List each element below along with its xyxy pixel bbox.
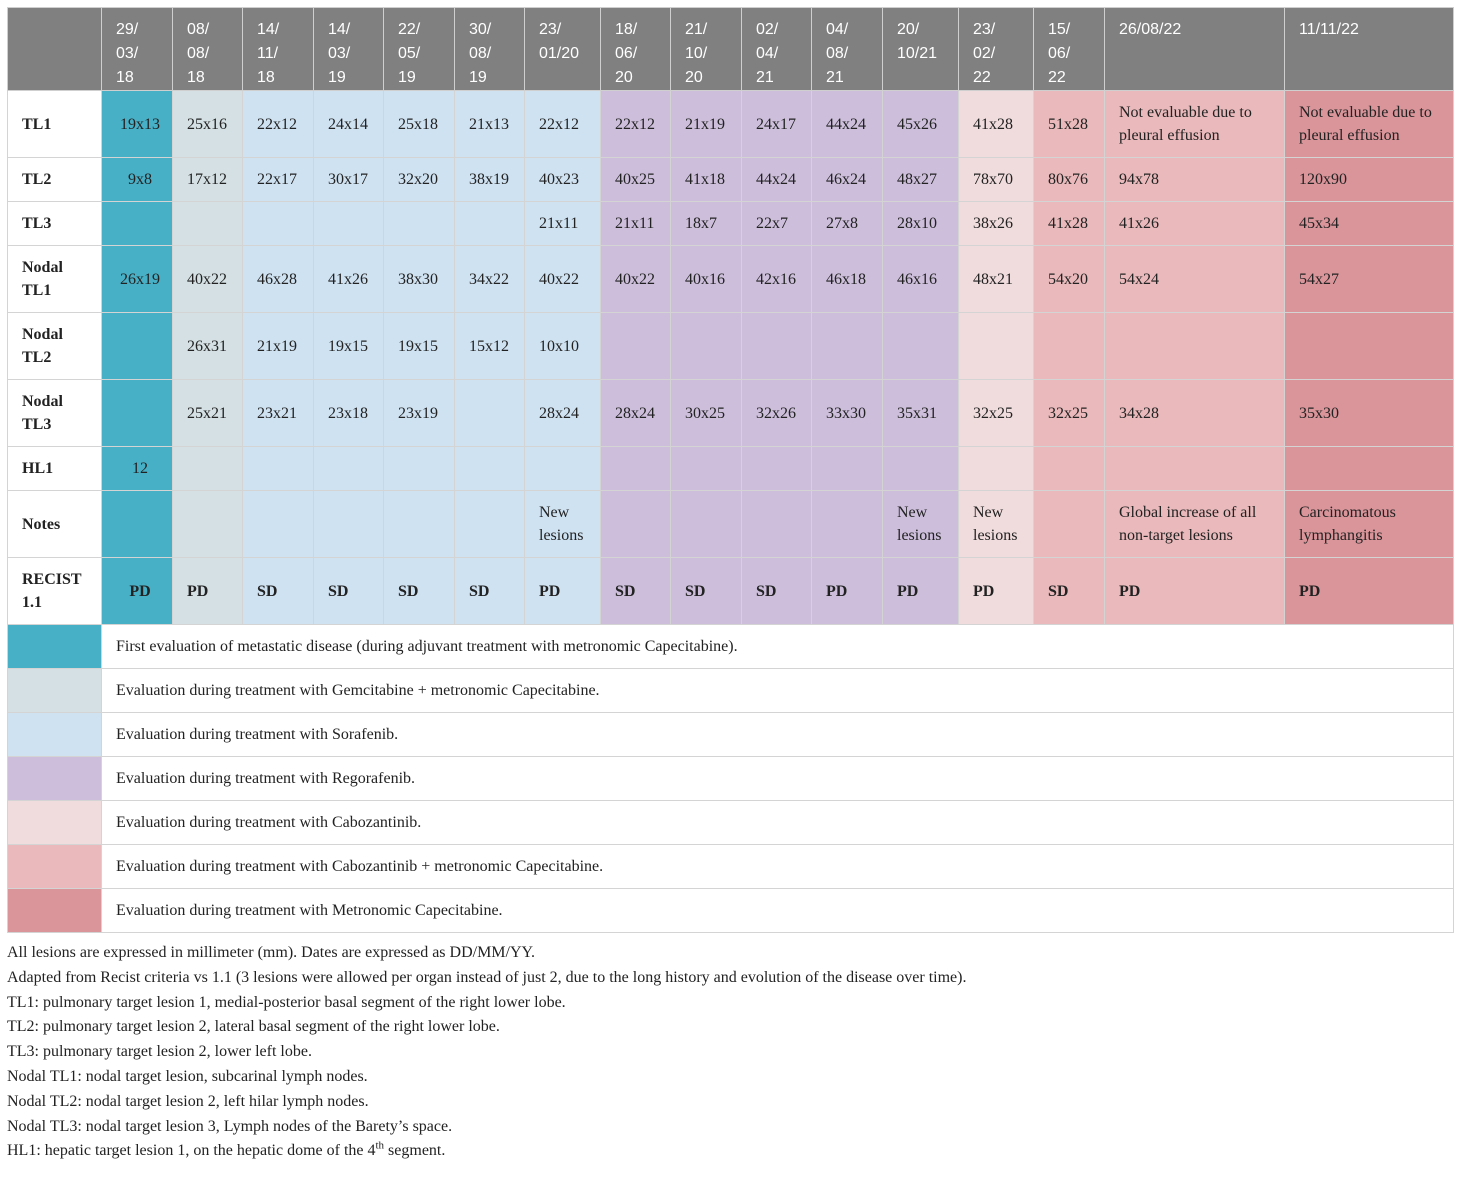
table-cell [1285, 447, 1454, 491]
table-cell [173, 447, 243, 491]
table-cell [601, 313, 671, 380]
table-cell: 35x31 [883, 380, 959, 447]
table-cell [173, 491, 243, 558]
table-cell [384, 491, 455, 558]
table-container [7, 7, 1453, 1164]
table-cell: 40x25 [601, 158, 671, 202]
table-cell: 25x21 [173, 380, 243, 447]
row-label: TL1 [8, 91, 102, 158]
legend-swatch [8, 845, 102, 889]
table-cell: PD [102, 558, 173, 625]
table-cell: PD [1105, 558, 1285, 625]
table-cell: 10x10 [525, 313, 601, 380]
row-label: Nodal TL2 [8, 313, 102, 380]
table-cell: PD [812, 558, 883, 625]
table-cell: 46x24 [812, 158, 883, 202]
table-cell: 23x18 [314, 380, 384, 447]
table-cell [1285, 313, 1454, 380]
table-cell: SD [601, 558, 671, 625]
table-row [8, 313, 1454, 380]
table-cell: 42x16 [742, 246, 812, 313]
header-row [8, 8, 1454, 91]
table-cell: 51x28 [1034, 91, 1105, 158]
table-cell: 30x17 [314, 158, 384, 202]
table-cell: 45x26 [883, 91, 959, 158]
table-cell: 22x7 [742, 202, 812, 246]
legend-row [8, 713, 1454, 757]
table-cell: 34x22 [455, 246, 525, 313]
table-cell [812, 491, 883, 558]
table-cell [455, 491, 525, 558]
column-header: 22/ 05/ 19 [384, 8, 455, 91]
table-cell [671, 447, 742, 491]
table-cell: 22x12 [601, 91, 671, 158]
table-cell: 48x21 [959, 246, 1034, 313]
table-cell [601, 491, 671, 558]
table-cell: 18x7 [671, 202, 742, 246]
table-cell: SD [742, 558, 812, 625]
table-cell: 26x31 [173, 313, 243, 380]
legend-swatch [8, 625, 102, 669]
table-cell: 54x20 [1034, 246, 1105, 313]
table-cell: 41x26 [1105, 202, 1285, 246]
table-cell: 41x28 [959, 91, 1034, 158]
footnotes [7, 941, 1453, 1164]
footnote: TL2: pulmonary target lesion 2, lateral basal segment of the right lower lobe. [7, 1018, 500, 1036]
table-cell [883, 313, 959, 380]
table-cell: 120x90 [1285, 158, 1454, 202]
table-cell: 19x15 [314, 313, 384, 380]
table-cell: 12 [102, 447, 173, 491]
table-cell: SD [384, 558, 455, 625]
table-cell [384, 202, 455, 246]
table-cell [525, 447, 601, 491]
footnote: TL1: pulmonary target lesion 1, medial-posterior basal segment of the right lower lobe. [7, 993, 566, 1011]
legend-swatch [8, 801, 102, 845]
table-cell: New lesions [525, 491, 601, 558]
table-cell [1034, 491, 1105, 558]
table-cell [1034, 313, 1105, 380]
column-header: 18/ 06/ 20 [601, 8, 671, 91]
legend-text: Evaluation during treatment with Gemcitabine + metronomic Capecitabine. [102, 669, 1454, 713]
table-cell: 22x12 [525, 91, 601, 158]
column-header: 08/ 08/ 18 [173, 8, 243, 91]
legend-text: Evaluation during treatment with Sorafenib. [102, 713, 1454, 757]
table-cell: SD [671, 558, 742, 625]
table-cell: 24x17 [742, 91, 812, 158]
footnote-superscript: th [375, 1140, 385, 1153]
table-cell: 23x21 [243, 380, 314, 447]
table-cell [243, 202, 314, 246]
table-cell: 46x16 [883, 246, 959, 313]
table-cell: 32x26 [742, 380, 812, 447]
recist-table [7, 7, 1454, 933]
table-cell: PD [959, 558, 1034, 625]
legend-swatch [8, 889, 102, 933]
column-header: 04/ 08/ 21 [812, 8, 883, 91]
table-cell: 28x24 [601, 380, 671, 447]
table-cell [1105, 447, 1285, 491]
row-label: HL1 [8, 447, 102, 491]
table-cell: 32x20 [384, 158, 455, 202]
table-cell: 21x11 [601, 202, 671, 246]
table-cell: Carcinomatous lymphangitis [1285, 491, 1454, 558]
table-cell: 80x76 [1034, 158, 1105, 202]
table-cell: 40x22 [601, 246, 671, 313]
table-cell [812, 313, 883, 380]
table-cell: 40x22 [173, 246, 243, 313]
table-cell [959, 313, 1034, 380]
table-cell: Not evaluable due to pleural effusion [1105, 91, 1285, 158]
column-header: 15/ 06/ 22 [1034, 8, 1105, 91]
table-cell [243, 447, 314, 491]
table-row [8, 91, 1454, 158]
table-cell: 32x25 [959, 380, 1034, 447]
column-header: 30/ 08/ 19 [455, 8, 525, 91]
table-cell: 40x22 [525, 246, 601, 313]
legend-row [8, 889, 1454, 933]
table-cell [384, 447, 455, 491]
table-cell: 40x23 [525, 158, 601, 202]
footnote: Nodal TL2: nodal target lesion 2, left hilar lymph nodes. [7, 1092, 369, 1110]
footnote-hl1 [7, 1139, 1453, 1164]
table-cell: 54x27 [1285, 246, 1454, 313]
column-header: 14/ 03/ 19 [314, 8, 384, 91]
table-cell: Not evaluable due to pleural effusion [1285, 91, 1454, 158]
table-cell [102, 491, 173, 558]
table-cell: 25x18 [384, 91, 455, 158]
table-cell: 54x24 [1105, 246, 1285, 313]
table-row [8, 447, 1454, 491]
table-cell: SD [1034, 558, 1105, 625]
column-header: 20/ 10/21 [883, 8, 959, 91]
column-header: 11/11/22 [1285, 8, 1454, 91]
table-cell: New lesions [959, 491, 1034, 558]
row-label: TL2 [8, 158, 102, 202]
legend-text: Evaluation during treatment with Regorafenib. [102, 757, 1454, 801]
table-cell [671, 491, 742, 558]
footnote-tail: segment. [384, 1142, 446, 1160]
table-cell: 41x26 [314, 246, 384, 313]
table-cell: 44x24 [812, 91, 883, 158]
legend-text: Evaluation during treatment with Cabozantinib. [102, 801, 1454, 845]
table-cell [742, 313, 812, 380]
column-header: 23/ 02/ 22 [959, 8, 1034, 91]
table-cell [601, 447, 671, 491]
table-cell: 19x15 [384, 313, 455, 380]
table-cell: PD [883, 558, 959, 625]
legend-swatch [8, 713, 102, 757]
table-cell: SD [314, 558, 384, 625]
table-cell: 28x10 [883, 202, 959, 246]
table-cell [173, 202, 243, 246]
table-cell [243, 491, 314, 558]
table-cell: New lesions [883, 491, 959, 558]
row-label: RECIST 1.1 [8, 558, 102, 625]
header-corner [8, 8, 102, 91]
table-cell: 22x12 [243, 91, 314, 158]
legend-text: First evaluation of metastatic disease (during adjuvant treatment with metronomic Capecitabine). [102, 625, 1454, 669]
column-header: 14/ 11/ 18 [243, 8, 314, 91]
table-cell [671, 313, 742, 380]
legend-swatch [8, 757, 102, 801]
table-cell: 94x78 [1105, 158, 1285, 202]
table-cell: 26x19 [102, 246, 173, 313]
table-cell [314, 202, 384, 246]
legend-row [8, 845, 1454, 889]
footnote: Nodal TL3: nodal target lesion 3, Lymph nodes of the Barety’s space. [7, 1117, 453, 1135]
column-header: 02/ 04/ 21 [742, 8, 812, 91]
table-cell: 45x34 [1285, 202, 1454, 246]
table-cell: 27x8 [812, 202, 883, 246]
table-cell: 46x28 [243, 246, 314, 313]
table-cell: 19x13 [102, 91, 173, 158]
table-cell: 25x16 [173, 91, 243, 158]
table-cell: 48x27 [883, 158, 959, 202]
table-cell [102, 380, 173, 447]
column-header: 21/ 10/ 20 [671, 8, 742, 91]
table-cell [102, 313, 173, 380]
footnote: TL3: pulmonary target lesion 2, lower left lobe. [7, 1043, 312, 1061]
table-cell [314, 491, 384, 558]
table-cell [455, 202, 525, 246]
legend-text: Evaluation during treatment with Cabozantinib + metronomic Capecitabine. [102, 845, 1454, 889]
table-cell: 38x26 [959, 202, 1034, 246]
table-cell: 24x14 [314, 91, 384, 158]
table-cell: 38x30 [384, 246, 455, 313]
table-row [8, 491, 1454, 558]
column-header: 29/ 03/ 18 [102, 8, 173, 91]
table-cell: 21x19 [671, 91, 742, 158]
legend-row [8, 669, 1454, 713]
table-cell [742, 447, 812, 491]
table-cell [455, 380, 525, 447]
column-header: 23/ 01/20 [525, 8, 601, 91]
legend-swatch [8, 669, 102, 713]
legend-row [8, 757, 1454, 801]
table-cell [959, 447, 1034, 491]
table-cell: 28x24 [525, 380, 601, 447]
table-cell: 21x11 [525, 202, 601, 246]
table-cell: Global increase of all non-target lesions [1105, 491, 1285, 558]
table-cell: 17x12 [173, 158, 243, 202]
table-cell: 35x30 [1285, 380, 1454, 447]
table-cell: 44x24 [742, 158, 812, 202]
table-cell: 30x25 [671, 380, 742, 447]
table-cell: 46x18 [812, 246, 883, 313]
table-cell: 38x19 [455, 158, 525, 202]
column-header: 26/08/22 [1105, 8, 1285, 91]
table-cell: 34x28 [1105, 380, 1285, 447]
table-cell: 21x19 [243, 313, 314, 380]
table-cell [742, 491, 812, 558]
table-cell: 9x8 [102, 158, 173, 202]
table-cell [1105, 313, 1285, 380]
table-cell: 21x13 [455, 91, 525, 158]
table-cell: 32x25 [1034, 380, 1105, 447]
table-cell: 23x19 [384, 380, 455, 447]
table-cell: 15x12 [455, 313, 525, 380]
legend-text: Evaluation during treatment with Metronomic Capecitabine. [102, 889, 1454, 933]
footnote: Adapted from Recist criteria vs 1.1 (3 lesions were allowed per organ instead of just 2, due to the long history and evolution of the disease over time). [7, 968, 967, 986]
table-row [8, 202, 1454, 246]
table-cell: PD [173, 558, 243, 625]
table-cell [1034, 447, 1105, 491]
row-label: Nodal TL3 [8, 380, 102, 447]
table-cell: 22x17 [243, 158, 314, 202]
legend-row [8, 625, 1454, 669]
table-row [8, 380, 1454, 447]
table-row [8, 158, 1454, 202]
table-cell: PD [525, 558, 601, 625]
table-cell [455, 447, 525, 491]
table-cell: 78x70 [959, 158, 1034, 202]
table-cell: SD [455, 558, 525, 625]
footnote: All lesions are expressed in millimeter (mm). Dates are expressed as DD/MM/YY. [7, 944, 536, 961]
row-label: Nodal TL1 [8, 246, 102, 313]
table-cell: PD [1285, 558, 1454, 625]
table-cell [102, 202, 173, 246]
table-row [8, 246, 1454, 313]
table-cell: SD [243, 558, 314, 625]
table-cell: 33x30 [812, 380, 883, 447]
row-label: Notes [8, 491, 102, 558]
table-row [8, 558, 1454, 625]
footnote: Nodal TL1: nodal target lesion, subcarinal lymph nodes. [7, 1067, 368, 1085]
table-cell: 41x28 [1034, 202, 1105, 246]
table-cell: 41x18 [671, 158, 742, 202]
row-label: TL3 [8, 202, 102, 246]
legend-row [8, 801, 1454, 845]
table-cell [883, 447, 959, 491]
table-cell [314, 447, 384, 491]
table-cell [812, 447, 883, 491]
footnote-text: HL1: hepatic target lesion 1, on the hepatic dome of the 4 [7, 1142, 376, 1160]
table-cell: 40x16 [671, 246, 742, 313]
